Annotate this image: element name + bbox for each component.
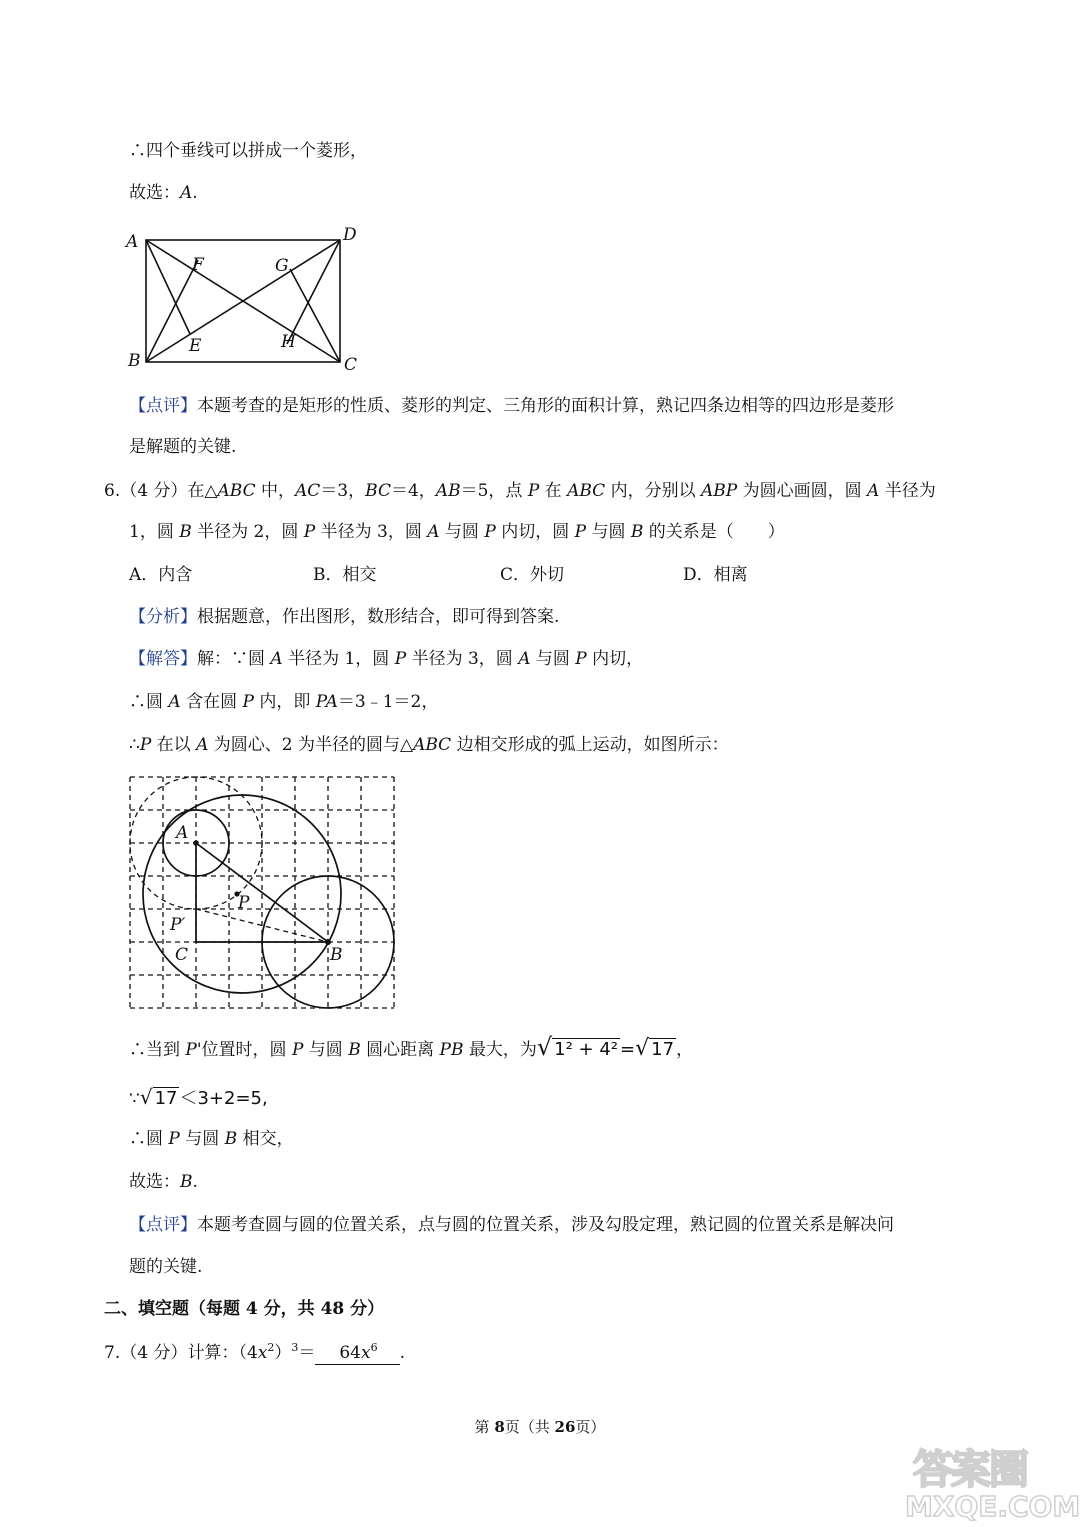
watermark-logo — [905, 1438, 1080, 1523]
q6-analysis: 【分析】根据题意，作出图形，数形结合，即可得到答案. — [129, 607, 560, 627]
sqrt-radicand: 1² + 4² — [554, 1039, 619, 1060]
q6-solution-line1: 【解答】解：∵圆 A 半径为 1，圆 P 半径为 3，圆 A 与圆 P 内切， — [129, 649, 644, 669]
q6-solution-line4: ∴当到 P'位置时，圆 P 与圆 B 圆心距离 PB 最大，为√ 1² + 4² =√ 17 ， — [129, 1033, 694, 1061]
q5-comment-line1: 【点评】本题考查的是矩形的性质、菱形的判定、三角形的面积计算，熟记四条边相等的四边形是菱形 — [129, 396, 894, 416]
watermark-url: MXQE.COM — [905, 1490, 1080, 1523]
label-E: E — [189, 336, 202, 356]
section-2-heading: 二、填空题（每题 4 分，共 48 分） — [104, 1299, 385, 1319]
grid-label-A: A — [176, 823, 189, 843]
q6-comment-line2: 题的关键. — [129, 1257, 203, 1277]
grid-label-B: B — [330, 945, 343, 965]
q6-choice: 故选：B. — [129, 1172, 198, 1192]
sqrt-symbol-3: √ — [139, 1085, 153, 1109]
q5-conclusion: ∴四个垂线可以拼成一个菱形， — [129, 141, 367, 161]
grid-label-P: P — [238, 893, 250, 913]
watermark-brand: 答案圈 — [913, 1447, 1027, 1493]
grid-label-P-prime: P′ — [170, 915, 186, 935]
q5-choice: 故选：A. — [129, 183, 198, 203]
q6-option-d: D．相离 — [683, 565, 748, 585]
q7-stem: 7.（4 分）计算：$(4x^2)^3= 64x^6$ . — [104, 1341, 405, 1363]
circles-grid-figure — [120, 770, 410, 1015]
sqrt-symbol: √ — [536, 1033, 553, 1061]
grid-label-C: C — [175, 945, 189, 965]
q7-answer: $64x^6$ — [315, 1342, 399, 1365]
q6-option-a: A．内含 — [129, 565, 193, 585]
q6-option-b: B．相交 — [313, 565, 377, 585]
q6-option-c: C．外切 — [500, 565, 565, 585]
label-D: D — [343, 225, 357, 245]
q6-stem-line1: 6.（4 分）在△ABC 中，AC＝3，BC＝4，AB＝5，点 P 在 ABC 内，分别以 ABP 为圆心画圆，圆 A 半径为 — [104, 481, 936, 501]
label-A: A — [126, 232, 139, 252]
label-G: G — [275, 256, 289, 276]
q6-comment-line1: 【点评】本题考查圆与圆的位置关系，点与圆的位置关系，涉及勾股定理，熟记圆的位置关系是解决问 — [129, 1215, 894, 1235]
label-F: F — [192, 255, 204, 275]
q5-comment-line2: 是解题的关键. — [129, 437, 237, 457]
label-B: B — [128, 351, 141, 371]
rectangle-figure — [120, 220, 370, 380]
q6-solution-line3: ∴P 在以 A 为圆心、2 为半径的圆与△ABC 边相交形成的弧上运动，如图所示： — [129, 735, 729, 755]
q6-solution-line2: ∴圆 A 含在圆 P 内，即 PA＝3﹣1＝2， — [129, 692, 439, 712]
page-footer: 第 8页（共 26页） — [474, 1418, 606, 1436]
label-H: H — [281, 332, 296, 352]
q6-stem-line2: 1，圆 B 半径为 2，圆 P 半径为 3，圆 A 与圆 P 内切，圆 P 与圆 B 的关系是（ ） — [129, 522, 785, 542]
sqrt-symbol-2: √ — [635, 1036, 650, 1061]
q6-solution-line6: ∴圆 P 与圆 B 相交， — [129, 1129, 294, 1149]
q6-solution-line5: ∵√ 17 ＜3+2=5, — [129, 1085, 268, 1109]
label-C: C — [344, 355, 358, 375]
